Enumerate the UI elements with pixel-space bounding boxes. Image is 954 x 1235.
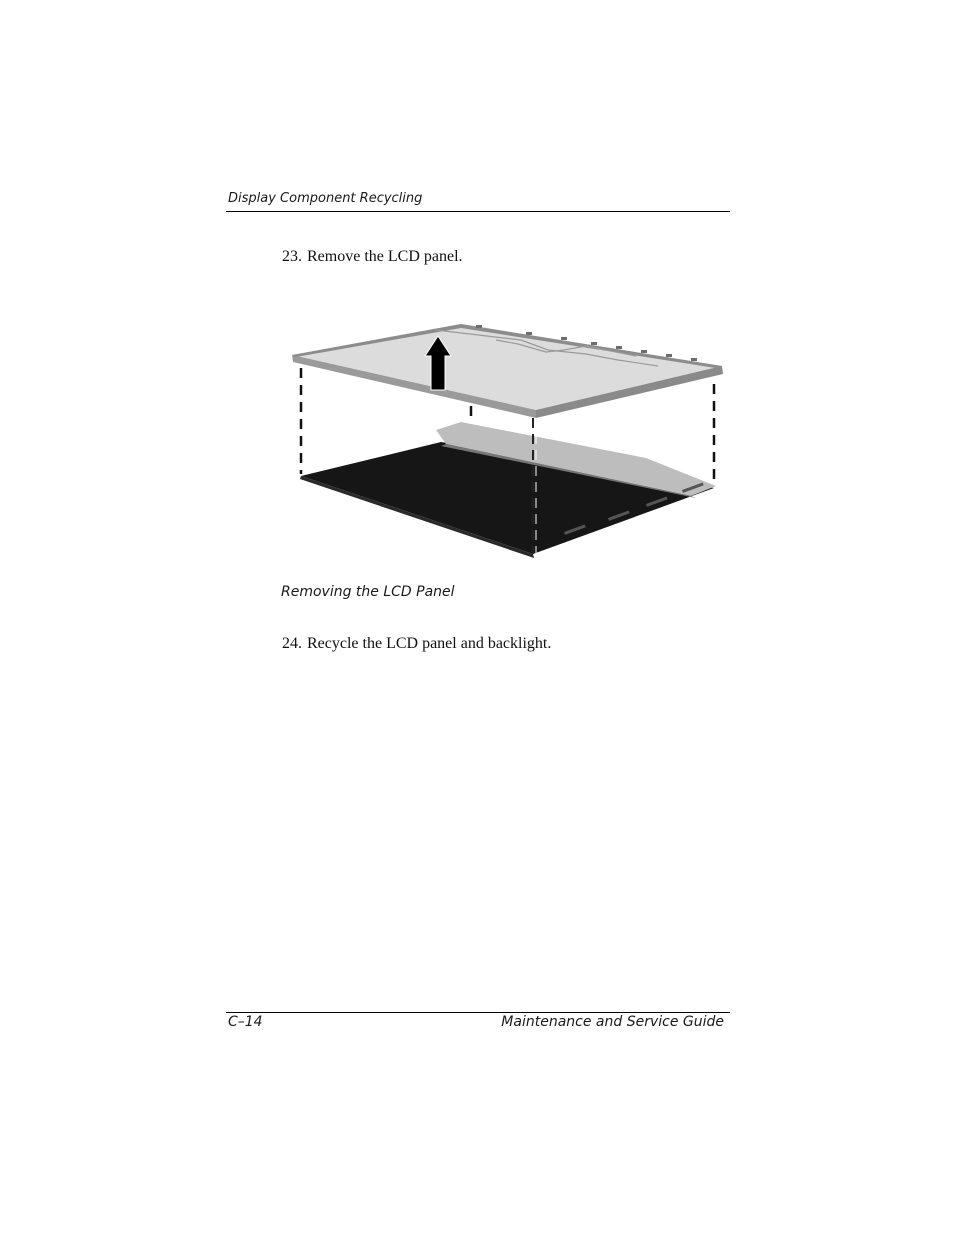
running-header: Display Component Recycling — [228, 191, 423, 206]
header-rule — [226, 211, 730, 212]
figure-caption: Removing the LCD Panel — [281, 584, 455, 600]
step-text: Recycle the LCD panel and backlight. — [307, 635, 552, 652]
footer-rule — [226, 1012, 730, 1013]
page-number: C–14 — [228, 1014, 263, 1030]
guide-title: Maintenance and Service Guide — [501, 1014, 724, 1030]
step-24 — [282, 635, 551, 653]
lcd-removal-illustration — [286, 318, 728, 558]
step-number: 24. — [282, 635, 302, 652]
step-number: 23. — [282, 248, 302, 265]
step-23 — [282, 248, 463, 266]
lcd-panel-top — [292, 324, 722, 410]
step-text: Remove the LCD panel. — [307, 248, 463, 265]
